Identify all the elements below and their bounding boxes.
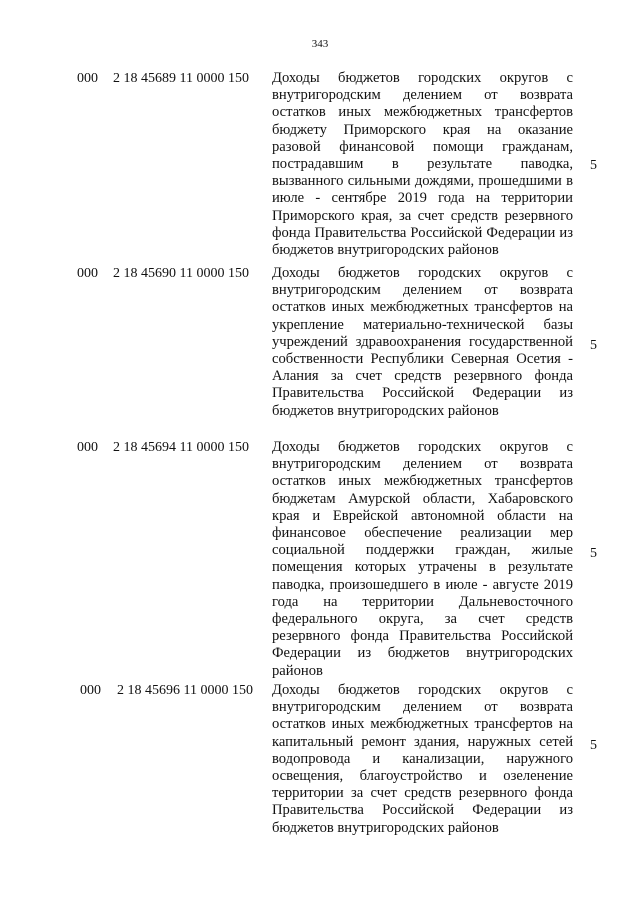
revenue-codes-table: [0, 70, 640, 842]
budget-classification-code: 2 18 45696 11 0000 150: [117, 683, 253, 698]
revenue-description: Доходы бюджетов городских округов с внутригородским делением от возврата остатков иных межбюджетных трансфертов на укрепление материально-технической базы учреждений здравоохранения государственной собственности Республики Северная Осетия - Алания за счет средств резервного фонда Правительства Российской Федерации из бюджетов внутригородских районов: [272, 265, 573, 419]
admin-code: 000: [77, 71, 98, 86]
table-row: [0, 265, 640, 439]
admin-code: 000: [77, 440, 98, 455]
budget-classification-code: 2 18 45690 11 0000 150: [113, 266, 249, 281]
amount-value: 5: [590, 738, 597, 753]
page-number: 343: [311, 38, 329, 50]
budget-classification-code: 2 18 45689 11 0000 150: [113, 71, 249, 86]
table-row: [0, 70, 640, 265]
amount-value: 5: [590, 338, 597, 353]
admin-code: 000: [77, 266, 98, 281]
amount-value: 5: [590, 158, 597, 173]
admin-code: 000: [80, 683, 101, 698]
revenue-description: Доходы бюджетов городских округов с внутригородским делением от возврата остатков иных межбюджетных трансфертов на капитальный ремонт здания, наружных сетей водопровода и канализации, наружного освещения, благоустройство и озеленение территории за счет средств резервного фонда Правительства Российской Федерации из бюджетов внутригородских районов: [272, 682, 573, 836]
table-row: [0, 682, 640, 842]
revenue-description: Доходы бюджетов городских округов с внутригородским делением от возврата остатков иных межбюджетных трансфертов бюджету Приморского края на оказание разовой финансовой помощи гражданам, пострадавшим в результате паводка, вызванного сильными дождями, прошедшими в июле - сентябре 2019 года на территории Приморского края, за счет средств резервного фонда Правительства Российской Федерации из бюджетов внутригородских районов: [272, 70, 573, 259]
budget-classification-code: 2 18 45694 11 0000 150: [113, 440, 249, 455]
revenue-description: Доходы бюджетов городских округов с внутригородским делением от возврата остатков иных межбюджетных трансфертов бюджетам Амурской области, Хабаровского края и Еврейской автономной области на финансовое обеспечение реализации мер социальной поддержки граждан, жилые помещения которых утрачены в результате паводка, произошедшего в июле - августе 2019 года на территории Дальневосточного федерального округа, за счет средств резервного фонда Правительства Российской Федерации из бюджетов внутригородских районов: [272, 439, 573, 679]
amount-value: 5: [590, 546, 597, 561]
table-row: [0, 439, 640, 682]
